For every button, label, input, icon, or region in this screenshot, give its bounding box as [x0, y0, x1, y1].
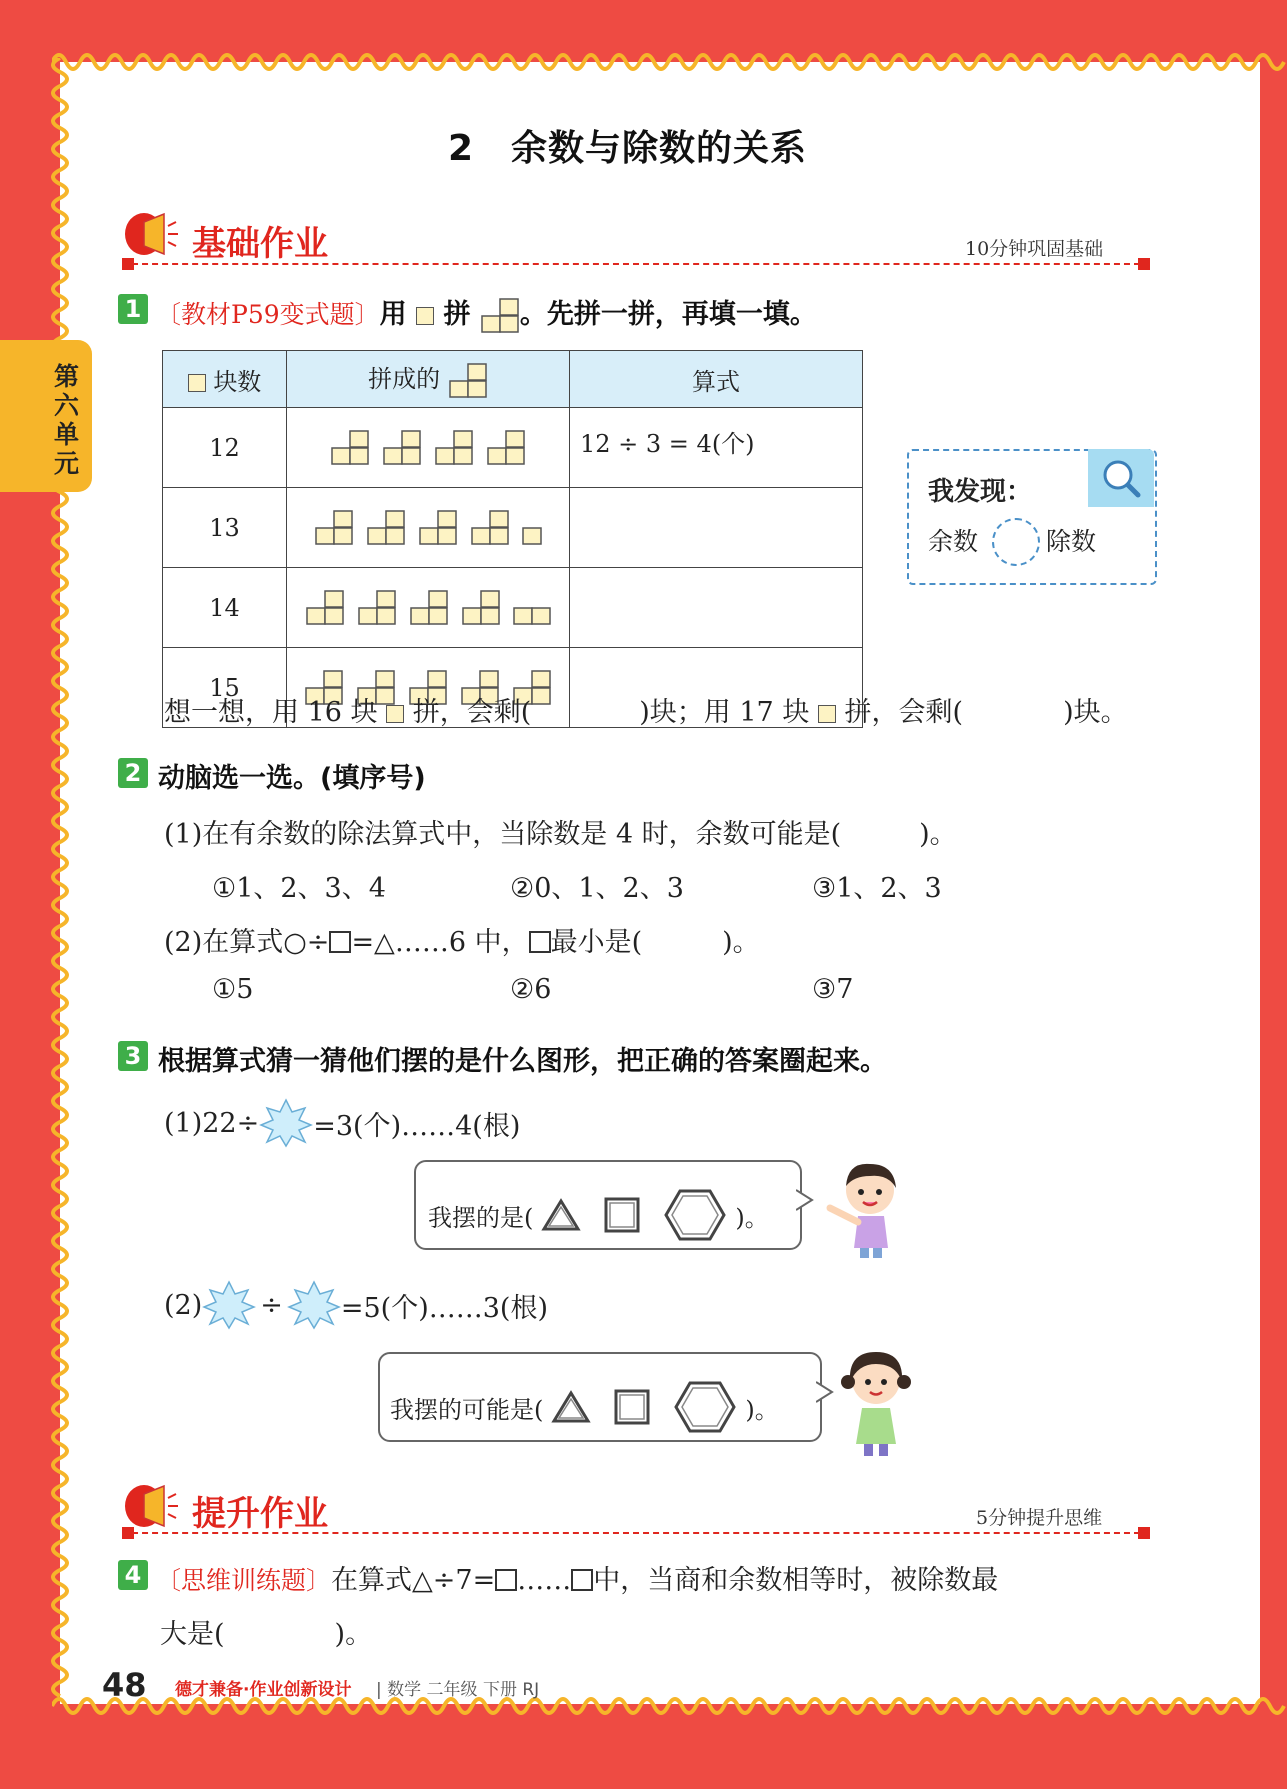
discovery-title: 我发现： — [928, 477, 1033, 507]
q2-part1-option-2[interactable]: ②0、1、2、3 — [510, 873, 684, 904]
q4-text-a: 在算式△÷7= — [331, 1565, 496, 1596]
q4-text-e: )。 — [334, 1619, 373, 1650]
header-made — [287, 351, 570, 408]
q1-text-c: 。先拼一拼，再填一填。 — [519, 299, 817, 330]
row-count: 12 — [163, 408, 287, 488]
table-row — [163, 408, 863, 488]
q2-part1-tail: )。 — [919, 819, 957, 850]
square-placeholder-icon — [571, 1569, 593, 1591]
row-count: 13 — [163, 488, 287, 568]
section-title-basic: 基础作业 — [192, 224, 328, 264]
q2-part1-stem — [164, 812, 957, 851]
l-shape-piece — [461, 590, 501, 626]
footer-book-title: 德才兼备·作业创新设计 — [175, 1680, 352, 1700]
l-shape-icon — [480, 298, 520, 334]
section-note-advanced: 5分钟提升思维 — [976, 1507, 1103, 1529]
bubble-pointer — [796, 1188, 816, 1214]
think-text-c: )块；用 17 块 — [639, 697, 810, 728]
rule-end-dot — [1138, 1527, 1150, 1539]
page-title: 2 余数与除数的关系 — [448, 128, 808, 169]
q3-part1-text-a: (1)22÷ — [164, 1107, 260, 1139]
square-icon[interactable] — [601, 1196, 645, 1234]
q2-part2-option-1[interactable]: ①5 — [212, 974, 254, 1005]
rule-end-dot — [122, 1527, 134, 1539]
question-4-text — [156, 1558, 998, 1597]
star-blank-icon — [287, 1280, 341, 1330]
bubble-pointer — [816, 1380, 836, 1406]
question-4-text-line2 — [160, 1612, 372, 1651]
section-title-advanced: 提升作业 — [192, 1494, 328, 1534]
section-rule-advanced — [122, 1532, 1140, 1534]
q4-text-b: …… — [517, 1565, 572, 1596]
magnifier-icon — [1088, 449, 1154, 507]
discovery-left-label: 余数 — [928, 527, 979, 556]
question-4-tag: 〔思维训练题〕 — [156, 1566, 332, 1595]
header-count — [163, 351, 287, 408]
discovery-right-label: 除数 — [1046, 527, 1097, 556]
rule-end-dot — [122, 258, 134, 270]
square-placeholder-icon — [329, 931, 351, 953]
hexagon-icon[interactable] — [673, 1380, 737, 1434]
hexagon-icon[interactable] — [663, 1188, 727, 1242]
header-formula: 算式 — [570, 351, 863, 408]
q1-text-a: 用 — [379, 299, 407, 330]
l-shape-piece — [434, 430, 474, 466]
q2-part2-option-2[interactable]: ②6 — [510, 974, 552, 1005]
unit-tab — [0, 340, 92, 492]
think-line — [164, 690, 1128, 729]
q2-part1-stem-text: (1)在有余数的除法算式中，当除数是 4 时，余数可能是( — [164, 819, 842, 850]
l-shape-piece — [314, 510, 354, 546]
l-shape-piece — [418, 510, 458, 546]
q2-part2-stem-c: 最小是( — [550, 927, 643, 958]
small-square-icon — [386, 705, 404, 723]
question-number-4: 4 — [118, 1560, 148, 1590]
l-shape-piece — [366, 510, 406, 546]
speech-bubble-2-content — [390, 1380, 779, 1434]
question-number-1: 1 — [118, 294, 148, 324]
question-1-tag: 〔教材P59变式题〕 — [156, 300, 380, 329]
q3-part2-text-c: =5(个)……3(根) — [340, 1292, 548, 1324]
wavy-border-left — [44, 58, 76, 1708]
q4-text-c: 中，当商和余数相等时，被除数最 — [593, 1565, 999, 1596]
l-shape-piece — [357, 590, 397, 626]
q2-part2-option-3[interactable]: ③7 — [812, 974, 854, 1005]
q2-part2-stem — [164, 920, 760, 959]
square-icon[interactable] — [611, 1388, 655, 1426]
table-header-row — [163, 351, 863, 408]
triangle-icon[interactable] — [551, 1390, 591, 1424]
header-made-label: 拼成的 — [368, 365, 441, 394]
q3-part1-equation — [164, 1098, 520, 1148]
bubble-1-text: 我摆的是( — [428, 1203, 534, 1232]
trumpet-icon — [118, 208, 180, 260]
think-text-d: 拼，会剩( — [844, 697, 964, 728]
rule-end-dot — [1138, 258, 1150, 270]
trumpet-icon — [118, 1480, 180, 1532]
header-count-label: 块数 — [213, 367, 262, 396]
blocks-table — [162, 350, 863, 728]
think-text-a: 想一想，用 16 块 — [164, 697, 378, 728]
question-3-text: 根据算式猜一猜他们摆的是什么图形，把正确的答案圈起来。 — [158, 1046, 887, 1077]
row-shapes — [287, 568, 570, 648]
leftover-squares — [513, 590, 551, 626]
footer-info: | 数学 二年级 下册 RJ — [376, 1680, 540, 1700]
l-shape-piece — [330, 430, 370, 466]
small-square-icon — [818, 705, 836, 723]
l-shape-icon — [448, 363, 488, 399]
speech-bubble-1-content — [428, 1188, 769, 1242]
question-number-3: 3 — [118, 1041, 148, 1071]
l-shape-piece — [470, 510, 510, 546]
bubble-1-tail: )。 — [735, 1203, 769, 1232]
section-rule-basic — [122, 263, 1140, 265]
q1-text-b: 拼 — [443, 299, 471, 330]
q2-part2-tail: )。 — [722, 927, 760, 958]
l-shape-piece — [486, 430, 526, 466]
star-blank-icon — [202, 1280, 256, 1330]
wavy-border-top — [52, 46, 1287, 78]
row-count: 14 — [163, 568, 287, 648]
think-text-b: 拼，会剩( — [412, 697, 532, 728]
question-number-2: 2 — [118, 758, 148, 788]
l-shape-piece — [409, 590, 449, 626]
q4-text-d: 大是( — [160, 1619, 225, 1650]
page-number: 48 — [102, 1666, 147, 1704]
leftover-squares — [522, 510, 542, 546]
q3-part2-text-b: ÷ — [260, 1289, 283, 1321]
row-formula[interactable] — [570, 488, 863, 568]
comparison-blank[interactable] — [992, 518, 1040, 566]
q2-part2-stem-b: =△……6 中， — [351, 927, 529, 958]
row-shapes — [287, 408, 570, 488]
square-placeholder-icon — [495, 1569, 517, 1591]
think-text-e: )块。 — [1063, 697, 1128, 728]
square-placeholder-icon — [529, 931, 551, 953]
unit-tab-label: 第六单元 — [54, 362, 80, 478]
small-square-icon — [416, 307, 434, 325]
q2-part2-stem-a: (2)在算式○÷ — [164, 927, 330, 958]
star-blank-icon — [259, 1098, 313, 1148]
table-row — [163, 488, 863, 568]
row-shapes — [287, 488, 570, 568]
row-count: 15 — [163, 648, 287, 728]
q2-part1-option-3[interactable]: ③1、2、3 — [812, 873, 942, 904]
small-square-icon — [188, 374, 206, 392]
question-1-text — [156, 292, 817, 334]
boy-character-icon — [818, 1156, 914, 1260]
table-row — [163, 568, 863, 648]
bubble-2-text: 我摆的可能是( — [390, 1395, 544, 1424]
row-formula: 12 ÷ 3 = 4(个) — [570, 408, 863, 488]
q3-part2-equation — [164, 1280, 548, 1330]
triangle-icon[interactable] — [541, 1198, 581, 1232]
row-formula[interactable] — [570, 568, 863, 648]
q3-part2-text-a: (2) — [164, 1289, 203, 1321]
question-2-text: 动脑选一选。(填序号) — [158, 763, 426, 794]
q2-part1-option-1[interactable]: ①1、2、3、4 — [212, 873, 386, 904]
q3-part1-text-b: =3(个)……4(根) — [313, 1110, 521, 1142]
section-note-basic: 10分钟巩固基础 — [965, 238, 1104, 260]
bubble-2-tail: )。 — [745, 1395, 779, 1424]
l-shape-piece — [382, 430, 422, 466]
girl-character-icon — [834, 1344, 918, 1460]
l-shape-piece — [305, 590, 345, 626]
